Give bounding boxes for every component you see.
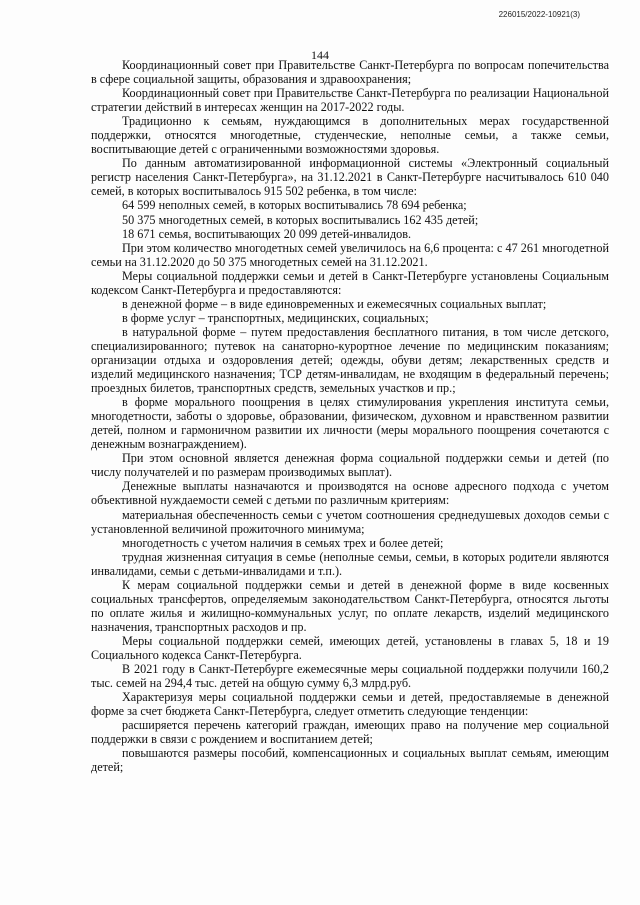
paragraph: в форме морального поощрения в целях стимулирования укрепления института семьи, многодетности, заботы о здоровье, образовании, физическом, духовном и нравственном развитии детей, полном и гармоничном развитии их личности (меры морального поощрения сочетаются с денежным вознаграждением).: [91, 395, 609, 452]
paragraph: Денежные выплаты назначаются и производятся на основе адресного подхода с учетом объективной нуждаемости семей с детьми по различным критериям:: [91, 479, 609, 508]
paragraph: в форме услуг – транспортных, медицинских, социальных;: [122, 310, 429, 325]
document-number: 226015/2022-10921(3): [498, 10, 580, 19]
document-body: [91, 58, 609, 774]
paragraph: повышаются размеры пособий, компенсационных и социальных выплат семьям, имеющим детей;: [91, 746, 609, 775]
paragraph: 64 599 неполных семей, в которых воспитывались 78 694 ребенка;: [122, 198, 467, 213]
paragraph: многодетность с учетом наличия в семьях трех и более детей;: [122, 535, 444, 550]
paragraph: Меры социальной поддержки семьи и детей в Санкт-Петербурге установлены Социальным кодексом Санкт-Петербурга и предоставляются:: [91, 268, 609, 297]
paragraph: Координационный совет при Правительстве Санкт-Петербурга по вопросам попечительства в сфере социальной защиты, образования и здравоохранения;: [91, 58, 609, 87]
paragraph: трудная жизненная ситуация в семье (неполные семьи, семьи, в которых родители являются инвалидами, семьи с детьми-инвалидами и т.п.).: [91, 549, 609, 578]
paragraph: расширяется перечень категорий граждан, имеющих право на получение мер социальной поддержки в связи с рождением и воспитанием детей;: [91, 718, 609, 747]
paragraph: В 2021 году в Санкт-Петербурге ежемесячные меры социальной поддержки получили 160,2 тыс. семей на 294,4 тыс. детей на общую сумму 6,3 млрд.руб.: [91, 662, 609, 691]
paragraph: По данным автоматизированной информационной системы «Электронный социальный регистр населения Санкт-Петербурга», на 31.12.2021 в Санкт-Петербурге насчитывалось 610 040 семей, в которых воспитывалось 915 502 ребенка, в том числе:: [91, 156, 609, 199]
paragraph: Характеризуя меры социальной поддержки семьи и детей, предоставляемые в денежной форме за счет бюджета Санкт-Петербурга, следует отметить следующие тенденции:: [91, 690, 609, 719]
paragraph: Меры социальной поддержки семей, имеющих детей, установлены в главах 5, 18 и 19 Социального кодекса Санкт-Петербурга.: [91, 633, 609, 662]
paragraph: Традиционно к семьям, нуждающимся в дополнительных мерах государственной поддержки, относятся многодетные, студенческие, неполные семьи, а также семьи, воспитывающие детей с ограниченными возможностями здоровья.: [91, 114, 609, 157]
paragraph: 50 375 многодетных семей, в которых воспитывались 162 435 детей;: [122, 212, 479, 227]
paragraph: 18 671 семья, воспитывающих 20 099 детей-инвалидов.: [122, 226, 412, 241]
paragraph: материальная обеспеченность семьи с учетом соотношения среднедушевых доходов семьи с установленной величиной прожиточного минимума;: [91, 507, 609, 536]
paragraph: в денежной форме – в виде единовременных и ежемесячных социальных выплат;: [122, 296, 547, 311]
paragraph: в натуральной форме – путем предоставления бесплатного питания, в том числе детского, специализированного; путевок на санаторно-курортное лечение по медицинским показаниям; организации отдыха и оздоровления детей; одежды, обуви детям; лекарственных средств и изделий медицинского назначения; ТСР детям-инвалидам, не входящим в федеральный перечень; проездных билетов, транспортных средств, земельных участков и пр.;: [91, 324, 609, 396]
page-number: 144: [311, 48, 329, 62]
paragraph: При этом количество многодетных семей увеличилось на 6,6 процента: с 47 261 многодетной семьи на 31.12.2020 до 50 375 многодетных семей на 31.12.2021.: [91, 240, 609, 269]
paragraph: К мерам социальной поддержки семьи и детей в денежной форме в виде косвенных социальных трансфертов, определяемым законодательством Санкт-Петербурга, относятся льготы по оплате жилья и жилищно-коммунальных услуг, по оплате лекарств, изделий медицинского назначения, транспортных расходов и пр.: [91, 577, 609, 634]
paragraph: При этом основной является денежная форма социальной поддержки семьи и детей (по числу получателей и по размерам производимых выплат).: [91, 451, 609, 480]
paragraph: Координационный совет при Правительстве Санкт-Петербурга по реализации Национальной стратегии действий в интересах женщин на 2017-2022 годы.: [91, 86, 609, 115]
